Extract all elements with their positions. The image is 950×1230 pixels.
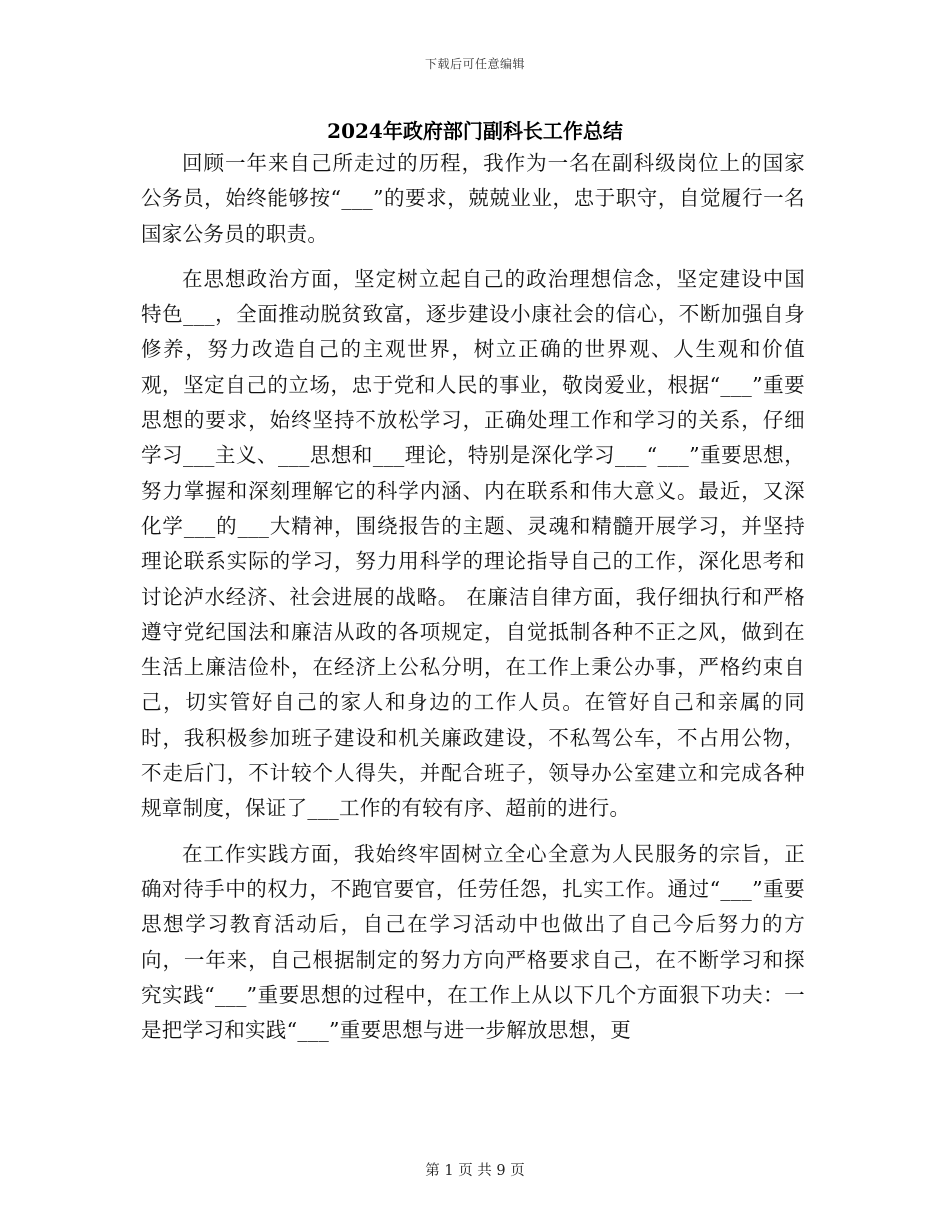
page-number: 第 1 页 共 9 页 xyxy=(425,1163,525,1179)
header-note: 下载后可任意编辑 xyxy=(424,57,525,71)
paragraph-practice: 在工作实践方面，我始终牢固树立全心全意为人民服务的宗旨，正确对待手中的权力，不跑官要官，任劳任怨，扎实工作。通过“___”重要思想学习教育活动后，自己在学习活动中也做出了自己今后努力的方向，一年来，自己根据制定的努力方向严格要求自己，在不断学习和探究实践“___”重要思想的过程中，在工作上从以下几个方面狠下功夫：一是把学习和实践“___”重要思想与进一步解放思想，更 xyxy=(141,841,805,1043)
paragraph-political: 在思想政治方面，坚定树立起自己的政治理想信念，坚定建设中国特色___，全面推动脱贫致富，逐步建设小康社会的信心，不断加强自身修养，努力改造自己的主观世界，树立正确的世界观、人生观和价值观，坚定自己的立场，忠于党和人民的事业，敬岗爱业，根据“___”重要思想的要求，始终坚持不放松学习，正确处理工作和学习的关系，仔细学习___主义、___思想和___理论，特别是深化学习___“___”重要思想，努力掌握和深刻理解它的科学内涵、内在联系和伟大意义。最近，又深化学___的___大精神，围绕报告的主题、灵魂和精髓开展学习，并坚持理论联系实际的学习，努力用科学的理论指导自己的工作，深化思考和讨论泸水经济、社会进展的战略。 在廉洁自律方面，我仔细执行和严格遵守党纪国法和廉洁从政的各项规定，自觉抵制各种不正之风，做到在生活上廉洁俭朴，在经济上公私分明，在工作上秉公办事，严格约束自己，切实管好自己的家人和身边的工作人员。在管好自己和亲属的同时，我积极参加班子建设和机关廉政建设，不私驾公车，不占用公物，不走后门，不计较个人得失，并配合班子，领导办公室建立和完成各种规章制度，保证了___工作的有较有序、超前的进行。 xyxy=(141,266,805,821)
paragraph-intro: 回顾一年来自己所走过的历程，我作为一名在副科级岗位上的国家公务员，始终能够按“___”的要求，兢兢业业，忠于职守，自觉履行一名国家公务员的职责。 xyxy=(141,151,805,246)
document-title: 2024年政府部门副科长工作总结 xyxy=(327,119,623,143)
document-body xyxy=(141,146,805,1048)
